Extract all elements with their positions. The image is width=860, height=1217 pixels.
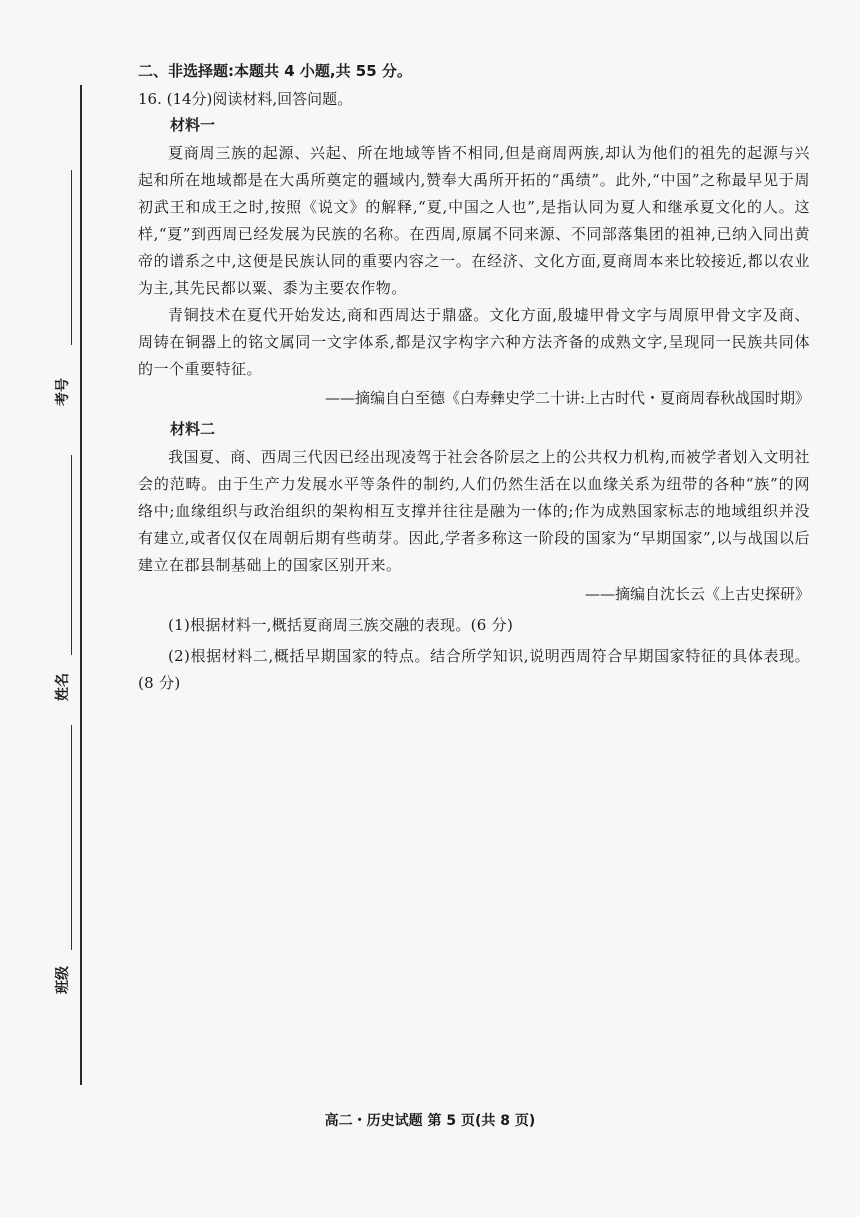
material1-paragraph-2: 青铜技术在夏代开始发达,商和西周达于鼎盛。文化方面,殷墟甲骨文字与周原甲骨文字及商、周铸在铜器上的铭文属同一文字体系,都是汉字构字六种方法齐备的成熟文字,呈现同一民族共同体的一个重要特征。 bbox=[138, 306, 810, 378]
exam-no-field bbox=[40, 170, 90, 450]
name-label: 姓名 bbox=[55, 673, 71, 701]
page-footer: 高二・历史试题 第 5 页(共 8 页) bbox=[324, 1113, 536, 1129]
sub-question-2: (2)根据材料二,概括早期国家的特点。结合所学知识,说明西周符合早期国家特征的具体表现。(8 分) bbox=[138, 647, 810, 692]
section-heading: 二、非选择题:本题共 4 小题,共 55 分。 bbox=[138, 62, 412, 80]
name-underline bbox=[71, 455, 72, 655]
material2-paragraph-1: 我国夏、商、西周三代因已经出现凌驾于社会各阶层之上的公共权力机构,而被学者划入文明社会的范畴。由于生产力发展水平等条件的制约,人们仍然生活在以血缘关系为纽带的各种“族”的网络中;血缘组织与政治组织的架构相互支撑并往往是融为一体的;作为成熟国家标志的地域组织并没有建立,或者仅仅在周朝后期有些萌芽。因此,学者多称这一阶段的国家为“早期国家”,以与战国以后建立在郡县制基础上的国家区别开来。 bbox=[138, 448, 810, 574]
class-underline bbox=[71, 725, 72, 950]
name-field bbox=[40, 455, 90, 735]
material1-paragraph-1: 夏商周三族的起源、兴起、所在地域等皆不相同,但是商周两族,却认为他们的祖先的起源与兴起和所在地域都是在大禹所奠定的疆域内,赞奉大禹所开拓的“禹绩”。此外,“中国”之称最早见于周初武王和成王之时,按照《说文》的解释,“夏,中国之人也”,是指认同为夏人和继承夏文化的人。这样,“夏”到西周已经发展为民族的名称。在西周,原属不同来源、不同部落集团的祖神,已纳入同出黄帝的谱系之中,这便是民族认同的重要内容之一。在经济、文化方面,夏商周本来比较接近,都以农业为主,其先民都以粟、黍为主要农作物。 bbox=[138, 144, 810, 297]
material1-source: ——摘编自白至德《白寿彝史学二十讲:上古时代・夏商周春秋战国时期》 bbox=[324, 389, 810, 407]
exam-no-label: 考号 bbox=[55, 378, 71, 406]
material2-source: ——摘编自沈长云《上古史探研》 bbox=[584, 585, 810, 603]
class-field bbox=[40, 725, 90, 1005]
question-content bbox=[138, 58, 810, 699]
class-label: 班级 bbox=[55, 966, 71, 994]
sub-question-1: (1)根据材料一,概括夏商周三族交融的表现。(6 分) bbox=[168, 616, 514, 634]
material2-label: 材料二 bbox=[170, 420, 216, 438]
question-title: 16. (14分)阅读材料,回答问题。 bbox=[138, 90, 353, 108]
material1-label: 材料一 bbox=[170, 116, 216, 134]
exam-no-underline bbox=[71, 170, 72, 345]
